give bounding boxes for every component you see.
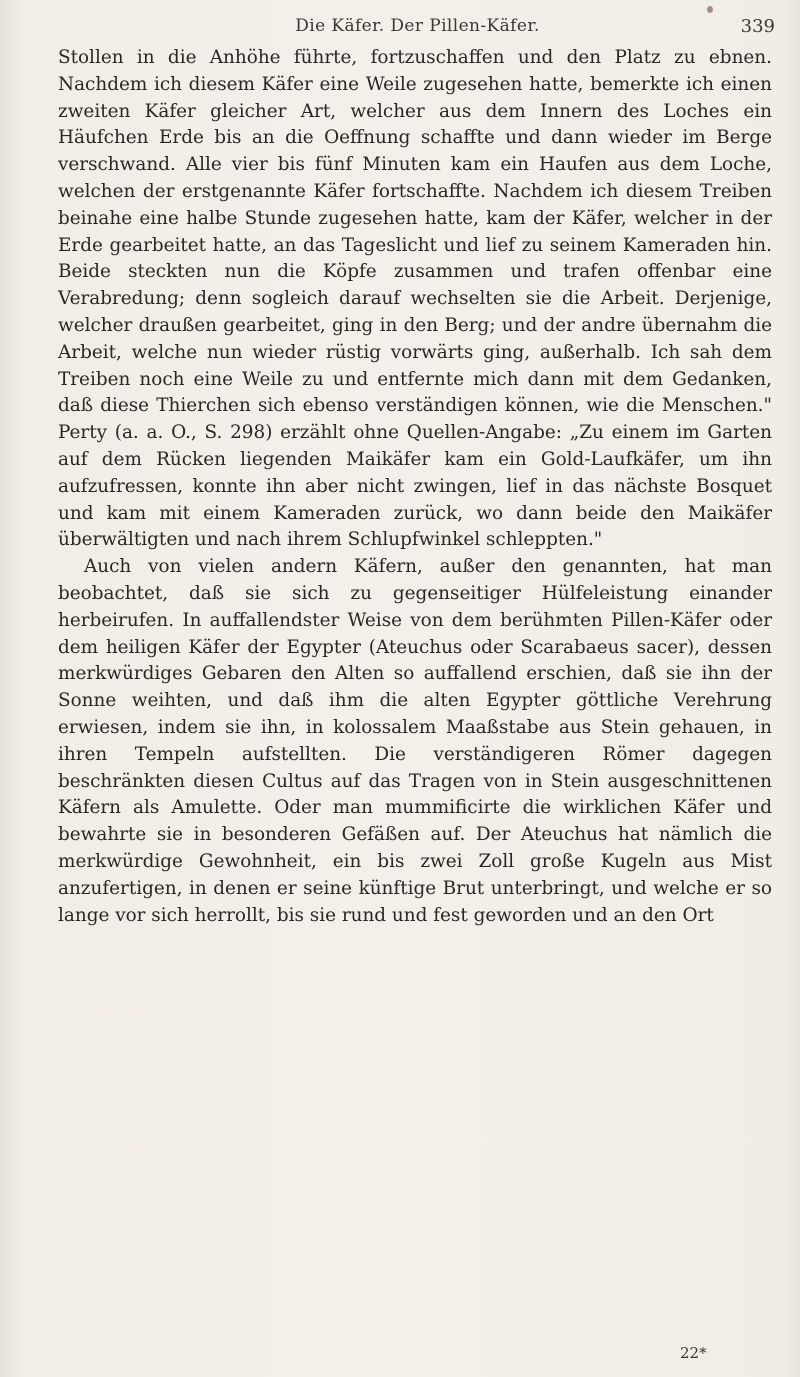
paragraph: Auch von vielen andern Käfern, außer den genannten, hat man beobachtet, daß sie sich zu gegenseitiger Hülfeleistung einander herbeirufen. In auffallendster Weise von dem berühmten Pillen-Käfer oder dem heiligen Käfer der Egypter (Ateuchus oder Scarabaeus sacer), dessen merkwürdiges Gebaren den Alten so auffallend erschien, daß sie ihn der Sonne weihten, und daß ihm die alten Egypter göttliche Verehrung erwiesen, indem sie ihn, in kolossalem Maaßstabe aus Stein gehauen, in ihren Tempeln aufstellten. Die verständigeren Römer dagegen beschränkten diesen Cultus auf das Tragen von in Stein ausgeschnittenen Käfern als Amulette. Oder man mummificirte die wirklichen Käfer und bewahrte sie in besonderen Gefäßen auf. Der Ateuchus hat nämlich die merkwürdige Gewohnheit, ein bis zwei Zoll große Kugeln aus Mist anzufertigen, in denen er seine künftige Brut unterbringt, und welche er so lange vor sich herrollt, bis sie rund und fest geworden und an den Ort: [58, 556, 772, 926]
running-title: Die Käfer. Der Pillen-Käfer.: [295, 16, 540, 36]
paragraph-continued: Stollen in die Anhöhe führte, fortzuschaffen und den Platz zu ebnen. Nachdem ich diesem Käfer eine Weile zugesehen hatte, bemerkte ich einen zweiten Käfer gleicher Art, welcher aus dem Innern des Loches ein Häufchen Erde bis an die Oeffnung schaffte und dann wieder im Berge verschwand. Alle vier bis fünf Minuten kam ein Haufen aus dem Loche, welchen der erstgenannte Käfer fortschaffte. Nachdem ich diesem Treiben beinahe eine halbe Stunde zugesehen hatte, kam der Käfer, welcher in der Erde gearbeitet hatte, an das Tageslicht und lief zu seinem Kameraden hin. Beide steckten nun die Köpfe zusammen und trafen offenbar eine Verabredung; denn sogleich darauf wechselten sie die Arbeit. Derjenige, welcher draußen gearbeitet, ging in den Berg; und der andre übernahm die Arbeit, welche nun wieder rüstig vorwärts ging, außerhalb. Ich sah dem Treiben noch eine Weile zu und entfernte mich dann mit dem Gedanken, daß diese Thierchen sich ebenso verständigen können, wie die Menschen." Perty (a. a. O., S. 298) erzählt ohne Quellen-Angabe: „Zu einem im Garten auf dem Rücken liegenden Maikäfer kam ein Gold-Laufkäfer, um ihn aufzufressen, konnte ihn aber nicht zwingen, lief in das nächste Bosquet und kam mit einem Kameraden zurück, wo dann beide den Maikäfer überwältigten und nach ihrem Schlupfwinkel schleppten.": [58, 47, 772, 551]
page-number: 339: [740, 16, 775, 37]
body-text: [58, 45, 772, 929]
signature-mark: 22*: [680, 1344, 707, 1362]
ink-spot: [707, 6, 713, 13]
page-header: [60, 12, 775, 42]
